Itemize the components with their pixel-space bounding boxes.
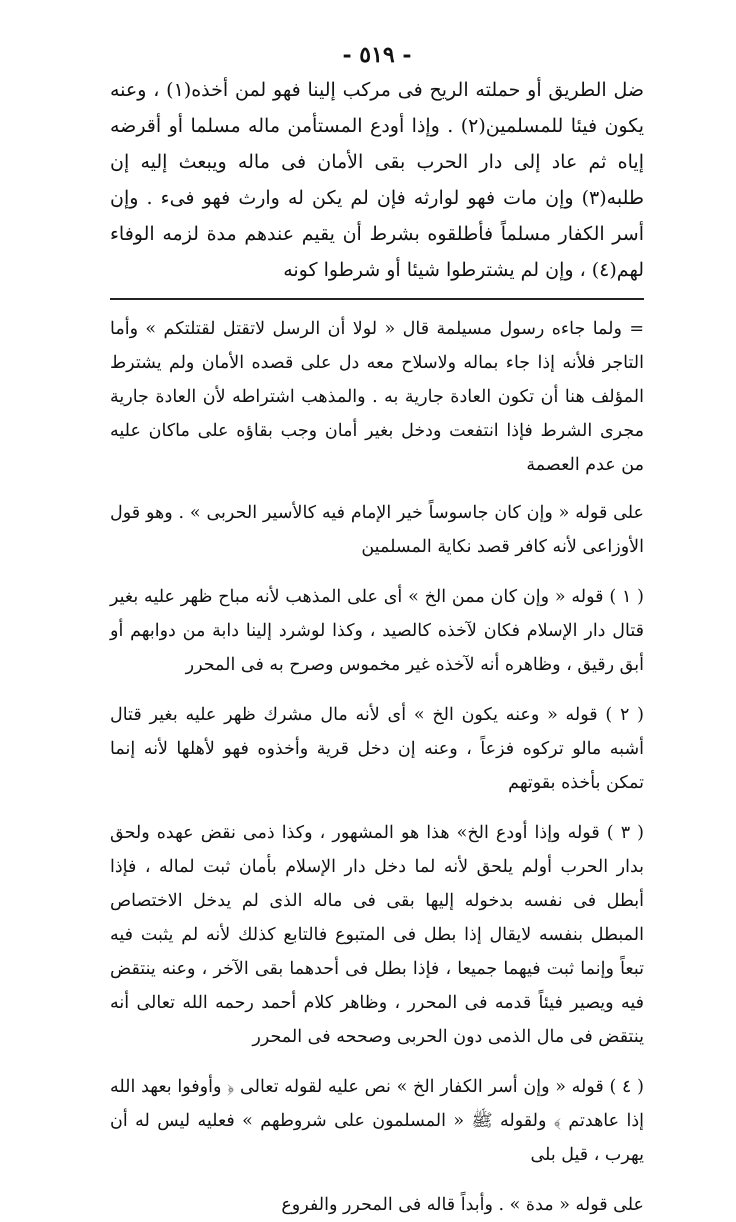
footnotes [110,312,644,1222]
footnote-divider [110,298,644,300]
footnote-2: ( ٢ ) قوله « وعنه يكون الخ » أى لأنه مال مشرك ظهر عليه بغير قتال أشبه مالو تركوه فزعاً ، وعنه إن دخل قرية وأخذوه فهو لأهلها لأنه إنما تمكن بأخذه بقوتهم [110,705,645,793]
main-text [110,72,644,288]
footnote-jasus: على قوله « وإن كان جاسوساً خير الإمام فيه كالأسير الحربى » . وهو قول الأوزاعى لأنه كافر قصد نكاية المسلمين [110,503,644,557]
footnote-4: ( ٤ ) قوله « وإن أسر الكفار الخ » نص عليه لقوله تعالى ﴿ وأوفوا بعهد الله إذا عاهدتم ﴾ ولقوله ﷺ « المسلمون على شروطهم » فعليه ليس له أن يهرب ، قيل بلى [110,1077,644,1165]
main-paragraph: ضل الطريق أو حملته الريح فى مركب إلينا فهو لمن أخذه(١) ، وعنه يكون فيئا للمسلمين(٢) . وإذا أودع المستأمن ماله مسلما أو أقرضه إياه ثم عاد إلى دار الحرب بقى الأمان فى ماله ويبعث إليه إن طلبه(٣) وإن مات فهو لوارثه فإن لم يكن له وارث فهو فىء . وإن أسر الكفار مسلماً فأطلقوه بشرط أن يقيم عندهم مدة لزمه الوفاء لهم(٤) ، وإن لم يشترطوا شيئا أو شرطوا كونه [110,79,644,281]
footnote-1: ( ١ ) قوله « وإن كان ممن الخ » أى على المذهب لأنه مباح ظهر عليه بغير قتال دار الإسلام فكان لآخذه كالصيد ، وكذا لوشرد إلينا دابة من دوابهم أو أبق رقيق ، وظاهره أنه لآخذه غير مخموس وصرح به فى المحرر [110,587,644,675]
page-number: - ٥١٩ - [342,42,412,68]
footnote-mudda: على قوله « مدة » . وأبداً قاله فى المحرر والفروع [281,1195,644,1215]
footnote-continuation: = ولما جاءه رسول مسيلمة قال « لولا أن الرسل لاتقتل لقتلتكم » وأما التاجر فلأنه إذا جاء بماله ولاسلاح معه دل على قصده الأمان ولم يشترط المؤلف هنا أن تكون العادة جارية به . والمذهب اشتراطه لأن العادة جارية مجرى الشرط فإذا انتفعت ودخل بغير أمان وجب بقاؤه على ماكان عليه من عدم العصمة [110,319,644,475]
footnote-3: ( ٣ ) قوله وإذا أودع الخ» هذا هو المشهور ، وكذا ذمى نقض عهده ولحق بدار الحرب أولم يلحق لأنه لما دخل دار الإسلام بأمان ثبت لماله ، فإذا أبطل فى نفسه بدخوله إليها بقى فى ماله الذى لم يدخل الاختصاص المبطل بنفسه لايقال إذا بطل فى المتبوع فالتابع كذلك لأنه لم يثبت فيه تبعاً وإنما ثبت فيهما جميعا ، فإذا بطل فى أحدهما بقى الآخر ، وعنه ينتقض فيه ويصير فيئاً قدمه فى المحرر ، وظاهر كلام أحمد رحمه الله تعالى أنه ينتقض فى مال الذمى دون الحربى وصححه فى المحرر [110,823,644,1047]
